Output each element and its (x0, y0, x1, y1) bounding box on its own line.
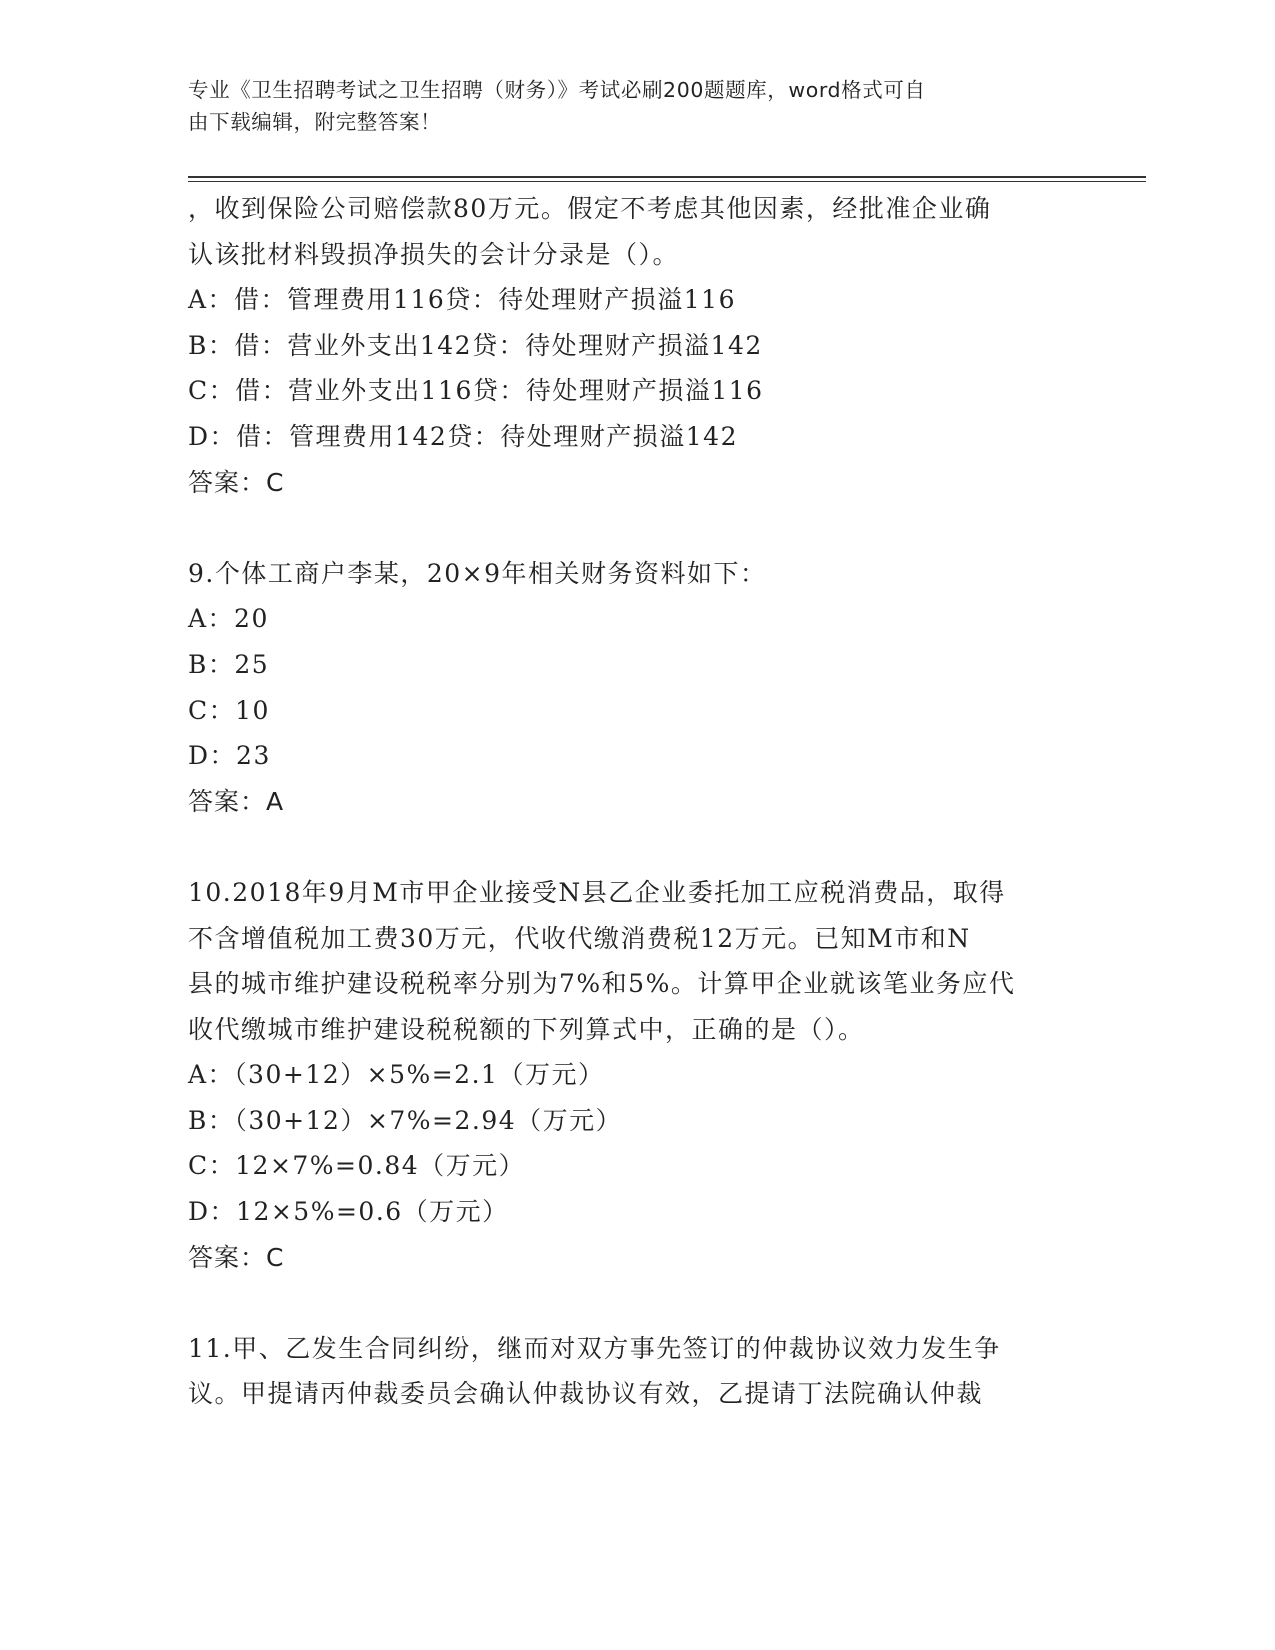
spacer (188, 1280, 1088, 1326)
option-d: D：23 (188, 741, 271, 771)
option-d: D：12×5%=0.6（万元） (188, 1197, 509, 1227)
question-stem-line: 10.2018年9月M市甲企业接受N县乙企业委托加工应税消费品，取得 (188, 877, 1006, 907)
question-stem-line: 不含增值税加工费30万元，代收代缴消费税12万元。已知M市和N (188, 923, 971, 953)
question-stem-line: 议。甲提请丙仲裁委员会确认仲裁协议有效，乙提请丁法院确认仲裁 (188, 1379, 984, 1409)
header-divider-thick (188, 176, 1146, 178)
document-header (188, 74, 1068, 138)
option-a: A：（30+12）×5%=2.1（万元） (188, 1060, 605, 1090)
question-continuation (188, 186, 1088, 505)
option-b: B：25 (188, 649, 270, 679)
option-c: C：10 (188, 695, 270, 725)
answer-line: 答案：C (188, 467, 285, 497)
header-divider-thin (188, 181, 1146, 182)
question-9 (188, 551, 1088, 825)
option-c: C：12×7%=0.84（万元） (188, 1151, 526, 1181)
question-11 (188, 1326, 1088, 1417)
answer-line: 答案：C (188, 1242, 285, 1272)
question-stem-line: 9.个体工商户李某，20×9年相关财务资料如下： (188, 558, 767, 588)
question-stem-line: 县的城市维护建设税税率分别为7%和5%。计算甲企业就该笔业务应代 (188, 969, 1016, 999)
header-line: 专业《卫生招聘考试之卫生招聘（财务）》考试必刷200题题库，word格式可自 (188, 78, 926, 102)
spacer (188, 824, 1088, 870)
option-c: C：借：营业外支出116贷：待处理财产损溢116 (188, 376, 764, 406)
option-b: B：借：营业外支出142贷：待处理财产损溢142 (188, 330, 763, 360)
option-b: B：（30+12）×7%=2.94（万元） (188, 1105, 623, 1135)
header-line: 由下载编辑，附完整答案！ (188, 110, 442, 134)
document-body (188, 186, 1088, 1417)
question-stem-line: 11.甲、乙发生合同纠纷，继而对双方事先签订的仲裁协议效力发生争 (188, 1333, 1001, 1363)
spacer (188, 505, 1088, 551)
option-a: A：20 (188, 604, 269, 634)
option-a: A：借：管理费用116贷：待处理财产损溢116 (188, 285, 736, 315)
option-d: D：借：管理费用142贷：待处理财产损溢142 (188, 421, 738, 451)
question-10 (188, 870, 1088, 1280)
question-stem-line: 认该批材料毁损净损失的会计分录是（）。 (188, 239, 680, 269)
answer-line: 答案：A (188, 786, 285, 816)
question-stem-line: 收代缴城市维护建设税税额的下列算式中，正确的是（）。 (188, 1014, 865, 1044)
question-stem-line: ，收到保险公司赔偿款80万元。假定不考虑其他因素，经批准企业确 (188, 194, 992, 223)
